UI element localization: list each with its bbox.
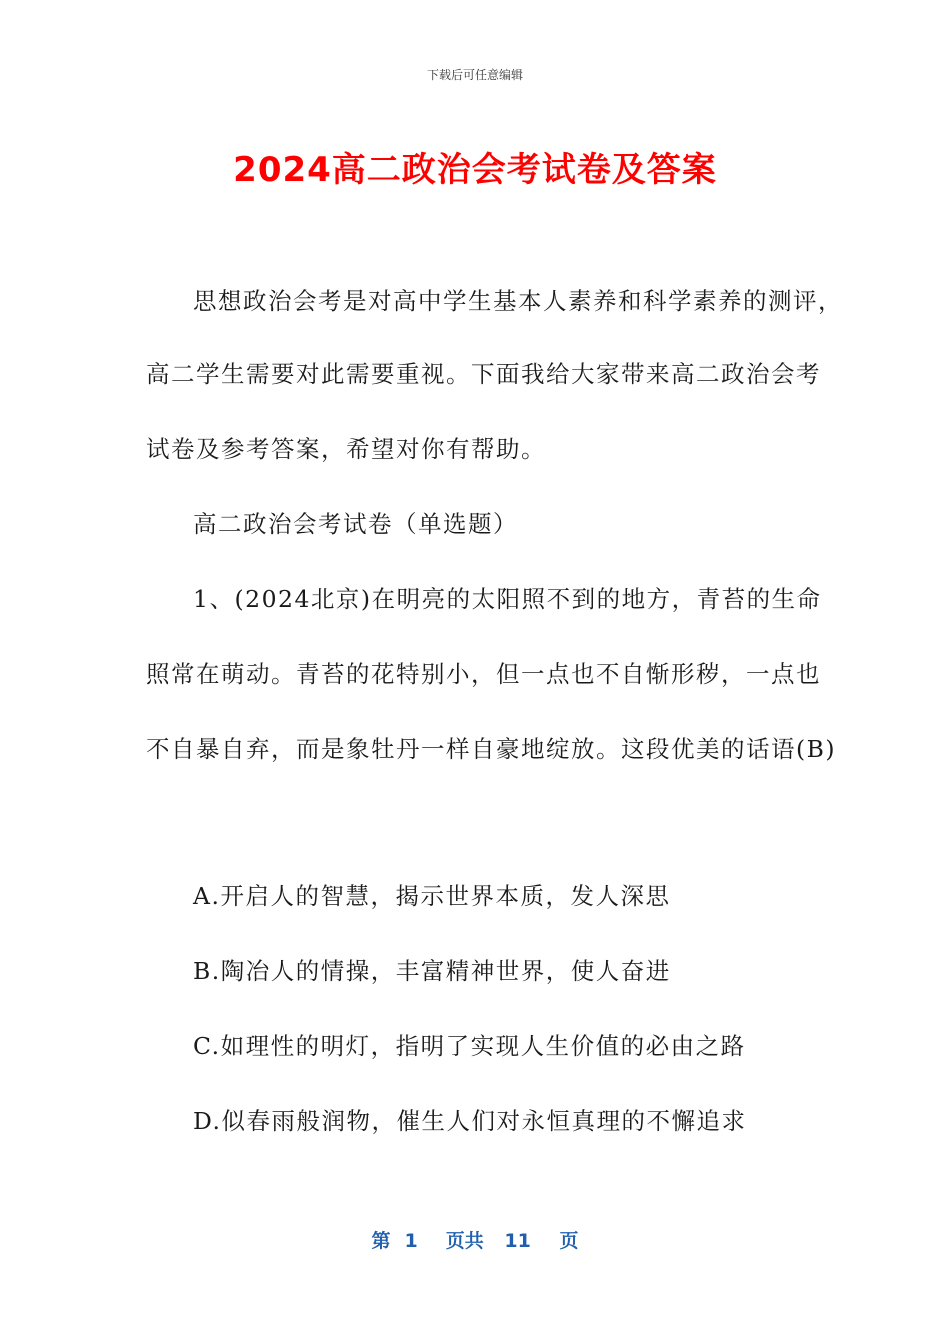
header-note: 下载后可任意编辑 [426,68,523,82]
question-line-1: 1、(2024北京)在明亮的太阳照不到的地方，青苔的生命 [193,585,822,613]
option-a: A.开启人的智慧，揭示世界本质，发人深思 [193,882,671,910]
body-line-2: 高二学生需要对此需要重视。下面我给大家带来高二政治会考 [146,360,821,388]
question-line-3: 不自暴自弃，而是象牡丹一样自豪地绽放。这段优美的话语(B) [146,735,837,763]
footer-total-pages: 11 [504,1230,531,1252]
option-b: B.陶冶人的情操，丰富精神世界，使人奋进 [193,957,671,985]
question-line-2: 照常在萌动。青苔的花特别小，但一点也不自惭形秽，一点也 [146,660,821,688]
option-d: D.似春雨般润物，催生人们对永恒真理的不懈追求 [193,1107,747,1135]
footer-suffix: 页 [559,1230,579,1252]
footer-middle: 页共 [445,1230,484,1252]
body-line-1: 思想政治会考是对高中学生基本人素养和科学素养的测评， [193,287,843,315]
footer-prefix: 第 [371,1230,391,1252]
body-line-3: 试卷及参考答案，希望对你有帮助。 [146,435,546,463]
page-footer [0,1226,950,1253]
option-c: C.如理性的明灯，指明了实现人生价值的必由之路 [193,1032,746,1060]
document-title: 2024高二政治会考试卷及答案 [233,150,717,190]
footer-current-page: 1 [404,1230,418,1252]
section-heading: 高二政治会考试卷（单选题） [193,510,518,538]
